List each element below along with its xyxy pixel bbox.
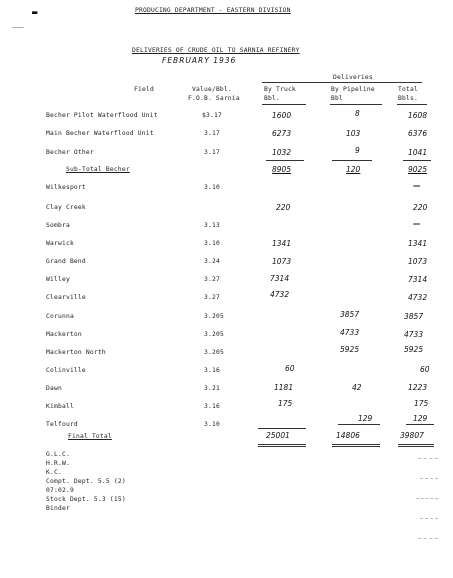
value-cell: 3.16 bbox=[204, 403, 220, 410]
report-date: FEBRUARY 1936 bbox=[162, 56, 237, 65]
truck-cell: 1181 bbox=[274, 383, 294, 392]
double-rule bbox=[332, 444, 380, 445]
pipeline-cell: 42 bbox=[352, 383, 362, 392]
value-header-line1: Value/Bbl. bbox=[192, 86, 232, 93]
total-cell: 1223 bbox=[408, 383, 428, 392]
scan-artifact bbox=[416, 498, 438, 499]
deliveries-rule bbox=[262, 82, 422, 83]
value-cell: 3.17 bbox=[204, 149, 220, 156]
field-cell: Telfourd bbox=[46, 421, 78, 428]
double-rule bbox=[398, 446, 434, 447]
distribution-item: Stock Dept. 5.3 (15) bbox=[46, 496, 126, 503]
field-cell: Main Becher Waterflood Unit bbox=[46, 130, 154, 137]
value-cell: 3.17 bbox=[204, 130, 220, 137]
field-cell: Wilkesport bbox=[46, 184, 86, 191]
final-total-label: Final Total bbox=[68, 433, 112, 440]
pipeline-cell: 120 bbox=[346, 165, 361, 174]
table-row bbox=[0, 345, 453, 361]
pipeline-cell: 103 bbox=[346, 129, 361, 138]
truck-cell: 1600 bbox=[272, 111, 292, 120]
double-rule bbox=[332, 446, 380, 447]
total-cell: — bbox=[413, 181, 421, 190]
field-cell: Corunna bbox=[46, 313, 74, 320]
field-cell: Mackerton bbox=[46, 331, 82, 338]
scan-artifact bbox=[418, 538, 438, 539]
total-cell: 1041 bbox=[408, 148, 428, 157]
value-cell: $3.17 bbox=[202, 112, 222, 119]
value-cell: 3.13 bbox=[204, 222, 220, 229]
table-row bbox=[0, 204, 453, 216]
table-row bbox=[0, 399, 453, 415]
field-cell: Becher Pilot Waterflood Unit bbox=[46, 112, 158, 119]
value-cell: 3.10 bbox=[204, 421, 220, 428]
truck-cell: 7314 bbox=[270, 274, 290, 283]
truck-header-line2: Bbl. bbox=[264, 95, 280, 102]
header-underline bbox=[330, 104, 382, 105]
value-cell: 3.205 bbox=[204, 349, 224, 356]
total-cell: 3857 bbox=[404, 312, 424, 321]
pipeline-cell: 4733 bbox=[340, 328, 360, 337]
total-cell: 4732 bbox=[408, 293, 428, 302]
table-row bbox=[0, 219, 453, 234]
header-underline bbox=[262, 104, 306, 105]
total-cell: — bbox=[413, 219, 421, 228]
total-cell: 175 bbox=[414, 399, 429, 408]
value-cell: 3.27 bbox=[204, 276, 220, 283]
field-header: Field bbox=[134, 86, 154, 93]
total-rule bbox=[258, 428, 306, 429]
distribution-item: K.C. bbox=[46, 469, 62, 476]
pipeline-cell: 8 bbox=[355, 109, 360, 118]
distribution-item: 07:02.9 bbox=[46, 487, 74, 494]
final-truck-total: 25001 bbox=[266, 431, 290, 440]
truck-cell: 8905 bbox=[272, 165, 292, 174]
total-rule bbox=[338, 424, 380, 425]
table-row bbox=[0, 130, 453, 142]
distribution-item: Compt. Dept. 5.5 (2) bbox=[46, 478, 126, 485]
field-cell: Sombra bbox=[46, 222, 70, 229]
table-row bbox=[0, 146, 453, 161]
table-row bbox=[0, 109, 453, 124]
table-row bbox=[0, 290, 453, 306]
total-cell: 1608 bbox=[408, 111, 428, 120]
double-rule bbox=[258, 444, 306, 445]
double-rule bbox=[258, 446, 306, 447]
report-title: DELIVERIES OF CRUDE OIL TO SARNIA REFINERY bbox=[132, 47, 300, 54]
field-cell: Kimball bbox=[46, 403, 74, 410]
pipeline-cell: 9 bbox=[355, 146, 360, 155]
value-cell: 3.10 bbox=[204, 240, 220, 247]
table-row bbox=[0, 258, 453, 270]
final-total-row bbox=[0, 433, 453, 445]
distribution-item: H.R.W. bbox=[46, 460, 70, 467]
pipeline-cell: 3857 bbox=[340, 310, 360, 319]
pipeline-cell: 129 bbox=[358, 414, 373, 423]
subtotal-row bbox=[0, 166, 453, 178]
truck-cell: 175 bbox=[278, 399, 293, 408]
department-heading: PRODUCING DEPARTMENT - EASTERN DIVISION bbox=[135, 7, 291, 14]
table-row bbox=[0, 414, 453, 433]
pipeline-header-line2: Bbl bbox=[331, 95, 343, 102]
total-cell: 1341 bbox=[408, 239, 428, 248]
truck-cell: 4732 bbox=[270, 290, 290, 299]
field-cell: Dawn bbox=[46, 385, 62, 392]
table-row bbox=[0, 240, 453, 252]
total-rule bbox=[406, 424, 434, 425]
table-row bbox=[0, 364, 453, 379]
total-cell: 7314 bbox=[408, 275, 428, 284]
subtotal-rule bbox=[332, 160, 372, 161]
table-row bbox=[0, 328, 453, 343]
scan-artifact bbox=[420, 478, 438, 479]
double-rule bbox=[398, 444, 434, 445]
subtotal-rule bbox=[403, 160, 431, 161]
truck-cell: 60 bbox=[285, 364, 295, 373]
scan-artifact bbox=[418, 458, 438, 459]
value-header-line2: F.O.B. Sarnia bbox=[188, 95, 240, 102]
distribution-item: Binder bbox=[46, 505, 70, 512]
field-cell: Becher Other bbox=[46, 149, 94, 156]
field-cell: Colinville bbox=[46, 367, 86, 374]
pipeline-header-line1: By Pipeline bbox=[331, 86, 375, 93]
subtotal-rule bbox=[266, 160, 304, 161]
total-cell: 5925 bbox=[404, 345, 424, 354]
value-cell: 3.10 bbox=[204, 184, 220, 191]
scan-artifact bbox=[420, 518, 438, 519]
total-cell: 4733 bbox=[404, 330, 424, 339]
total-cell: 6376 bbox=[408, 129, 428, 138]
table-row bbox=[0, 385, 453, 397]
truck-cell: 1341 bbox=[272, 239, 292, 248]
final-grand-total: 39807 bbox=[400, 431, 424, 440]
distribution-item: G.L.C. bbox=[46, 451, 70, 458]
value-cell: 3.16 bbox=[204, 367, 220, 374]
field-cell: Willey bbox=[46, 276, 70, 283]
table-row bbox=[0, 181, 453, 196]
truck-cell: 1032 bbox=[272, 148, 292, 157]
field-cell: Sub-Total Becher bbox=[66, 166, 130, 173]
table-row bbox=[0, 276, 453, 288]
value-cell: 3.27 bbox=[204, 294, 220, 301]
truck-header-line1: By Truck bbox=[264, 86, 296, 93]
pipeline-cell: 5925 bbox=[340, 345, 360, 354]
final-pipeline-total: 14806 bbox=[336, 431, 360, 440]
field-cell: Mackerton North bbox=[46, 349, 106, 356]
field-cell: Clay Creek bbox=[46, 204, 86, 211]
deliveries-group-header: Deliveries bbox=[333, 74, 373, 81]
total-cell: 129 bbox=[413, 414, 428, 423]
truck-cell: 220 bbox=[276, 203, 291, 212]
field-cell: Clearville bbox=[46, 294, 86, 301]
truck-cell: 1073 bbox=[272, 257, 292, 266]
field-cell: Grand Bend bbox=[46, 258, 86, 265]
stray-mark: ▬ bbox=[32, 8, 38, 18]
total-cell: 9025 bbox=[408, 165, 428, 174]
total-cell: 1073 bbox=[408, 257, 428, 266]
total-cell: 220 bbox=[413, 203, 428, 212]
field-cell: Warwick bbox=[46, 240, 74, 247]
total-header-line2: Bbls. bbox=[398, 95, 418, 102]
value-cell: 3.21 bbox=[204, 385, 220, 392]
total-cell: 60 bbox=[420, 365, 430, 374]
total-header-line1: Total bbox=[398, 86, 418, 93]
value-cell: 3.205 bbox=[204, 313, 224, 320]
table-row bbox=[0, 310, 453, 325]
value-cell: 3.24 bbox=[204, 258, 220, 265]
value-cell: 3.205 bbox=[204, 331, 224, 338]
header-underline bbox=[397, 104, 427, 105]
stray-mark: ⸺ bbox=[12, 23, 24, 31]
truck-cell: 6273 bbox=[272, 129, 292, 138]
